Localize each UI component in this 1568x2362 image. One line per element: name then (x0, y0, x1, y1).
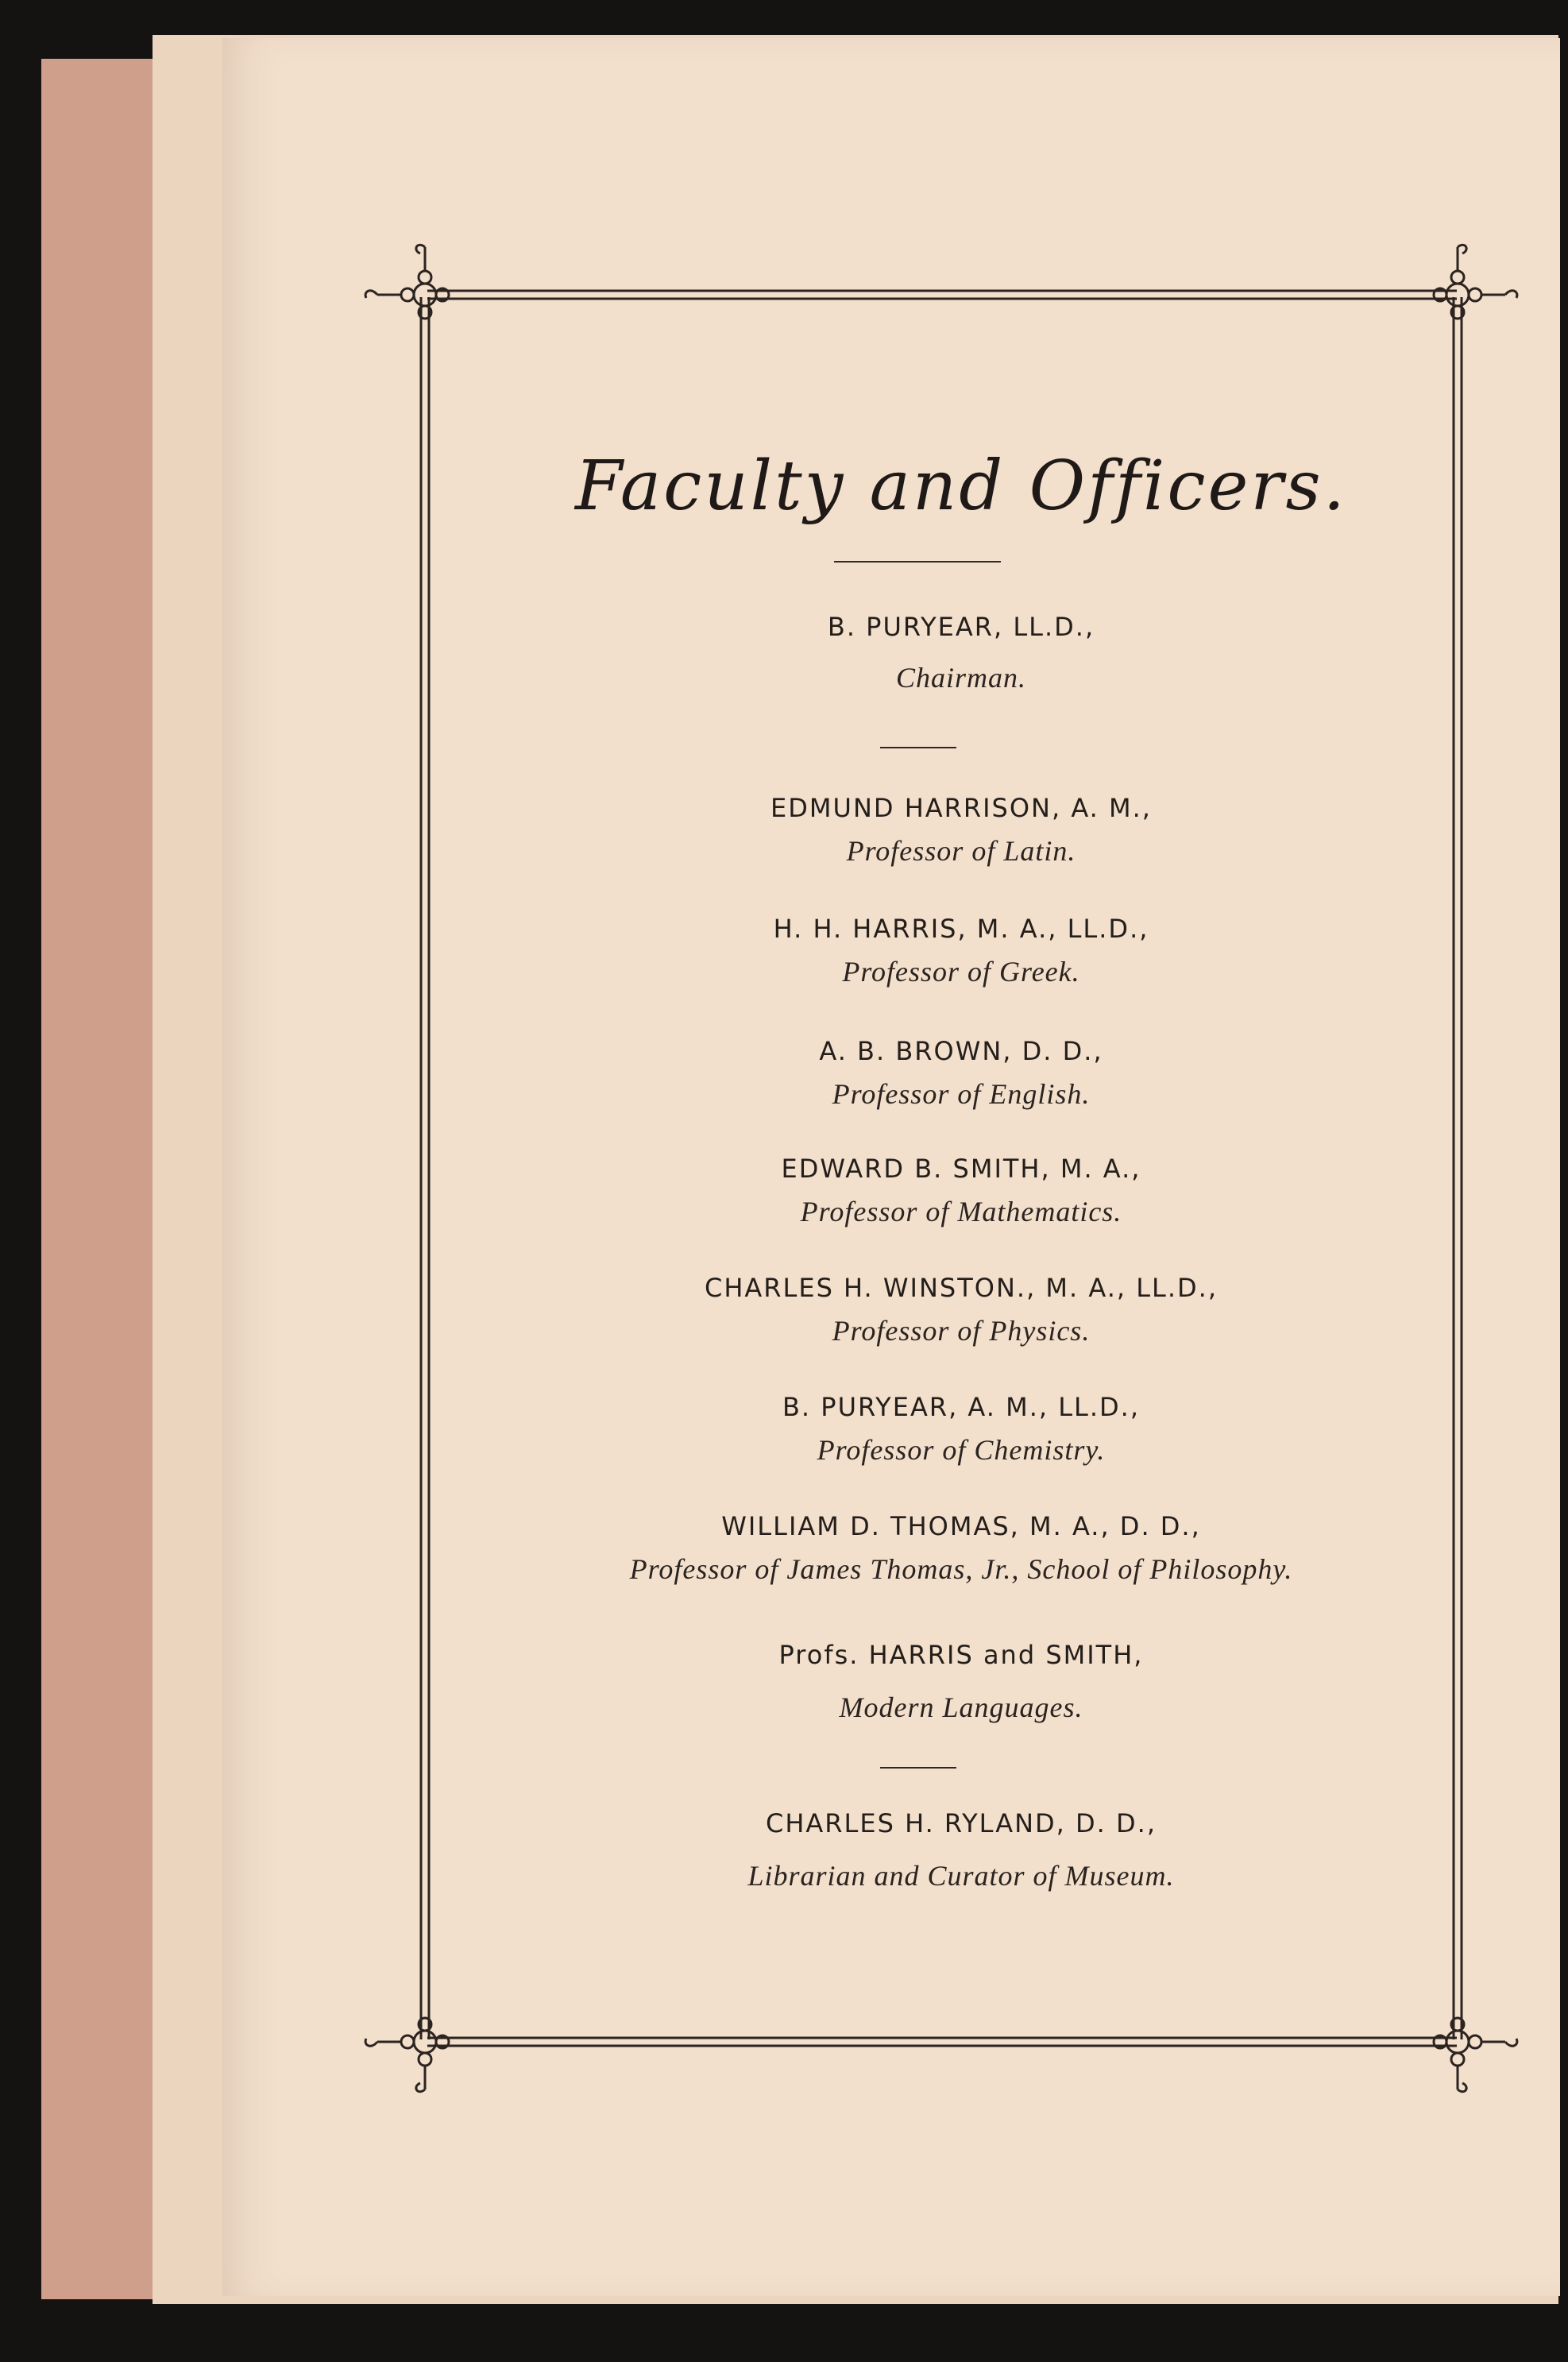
entry-name: B. PURYEAR, LL.D., (827, 612, 1095, 642)
entry-role: Professor of English. (832, 1078, 1091, 1110)
entry-name: EDMUND HARRISON, A. M., (770, 793, 1152, 823)
entry-name: Profs. HARRIS and SMITH, (778, 1640, 1144, 1670)
entry-role: Professor of Physics. (832, 1315, 1091, 1347)
entry-role: Professor of Greek. (842, 956, 1080, 988)
entry-name: H. H. HARRIS, M. A., LL.D., (773, 914, 1149, 944)
entry-role: Librarian and Curator of Museum. (747, 1860, 1175, 1892)
entry-role: Modern Languages. (839, 1691, 1083, 1723)
entry-name: WILLIAM D. THOMAS, M. A., D. D., (721, 1511, 1201, 1541)
page-content (429, 413, 1493, 1923)
entry-role: Professor of Mathematics. (800, 1196, 1122, 1227)
entry-role: Professor of Chemistry. (817, 1434, 1106, 1466)
entry-name: EDWARD B. SMITH, M. A., (781, 1154, 1141, 1184)
entry-role: Professor of Latin. (846, 835, 1076, 867)
entry-role: Chairman. (895, 662, 1027, 694)
entry-name: B. PURYEAR, A. M., LL.D., (782, 1392, 1141, 1422)
entry-name: CHARLES H. WINSTON., M. A., LL.D., (704, 1273, 1218, 1303)
section-rule (880, 1767, 956, 1769)
entry-name: CHARLES H. RYLAND, D. D., (766, 1808, 1157, 1838)
page-title: Faculty and Officers. (574, 446, 1347, 526)
entry-role: Professor of James Thomas, Jr., School of Philosophy. (629, 1553, 1293, 1585)
section-rule (880, 747, 956, 748)
title-rule (834, 561, 1001, 562)
entry-name: A. B. BROWN, D. D., (819, 1036, 1103, 1066)
